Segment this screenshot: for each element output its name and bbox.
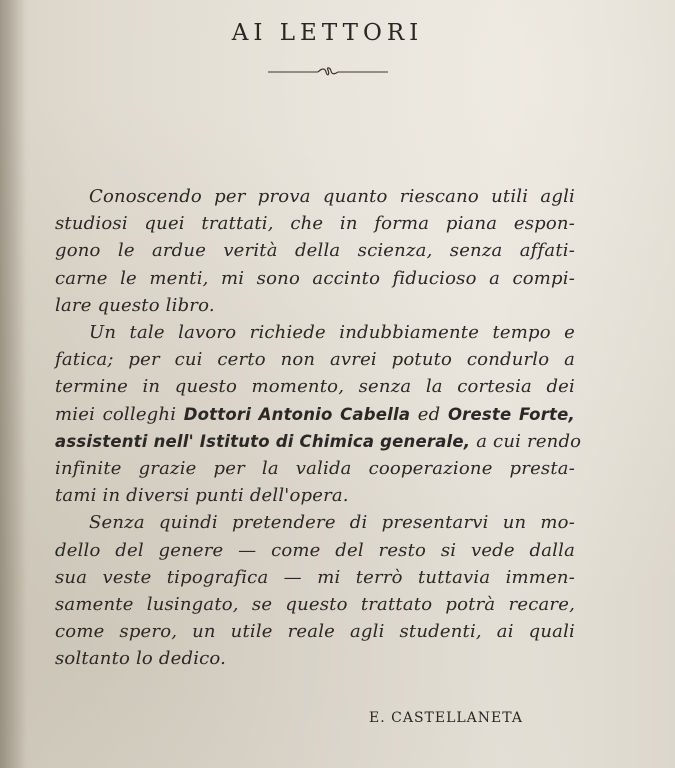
text-line: studiosi quei trattati, che in forma piana espon- [55,213,575,235]
author-signature: E. CASTELLANETA [369,710,523,726]
page-edge-shadow [0,0,26,768]
ornament-divider-icon [268,66,388,80]
text-line: sua veste tipografica — mi terrò tuttavia immen- [55,566,575,588]
text-line: come spero, un utile reale agli studenti, ai quali [55,621,575,643]
bold-names: Oreste Forte, [447,404,575,424]
text-line: Senza quindi pretendere di presentarvi un mo- [89,512,575,534]
page-title: AI LETTORI [231,20,424,46]
text-line: samente lusingato, se questo trattato potrà recare, [55,594,575,616]
text-line: soltanto lo dedico. [55,648,227,670]
text-line: lare questo libro. [55,294,215,316]
text-line: fatica; per cui certo non avrei potuto condurlo a [55,349,575,371]
text-line: tami in diversi punti dell'opera. [55,485,349,507]
text-fragment: ed [410,403,448,425]
text-line-with-names [55,401,575,428]
text-line: termine in questo momento, senza la cortesia dei [55,376,575,398]
text-line-with-institute [55,428,582,455]
bold-institute: assistenti nell' Istituto di Chimica generale, [55,431,471,451]
text-line: dello del genere — come del resto si vede dalla [55,539,575,561]
text-line: Un tale lavoro richiede indubbiamente tempo e [89,322,575,344]
bold-names: Dottori Antonio Cabella [183,404,411,424]
text-line: carne le menti, mi sono accinto fiducioso a compi- [55,267,575,289]
text-line: Conoscendo per prova quanto riescano utili agli [89,186,575,207]
text-fragment: miei colleghi [55,403,184,425]
preface-body [55,183,582,673]
text-line: gono le ardue verità della scienza, senza affati- [55,240,575,262]
text-fragment: a cui rendo [470,430,582,452]
text-line: infinite grazie per la valida cooperazione presta- [55,458,575,480]
